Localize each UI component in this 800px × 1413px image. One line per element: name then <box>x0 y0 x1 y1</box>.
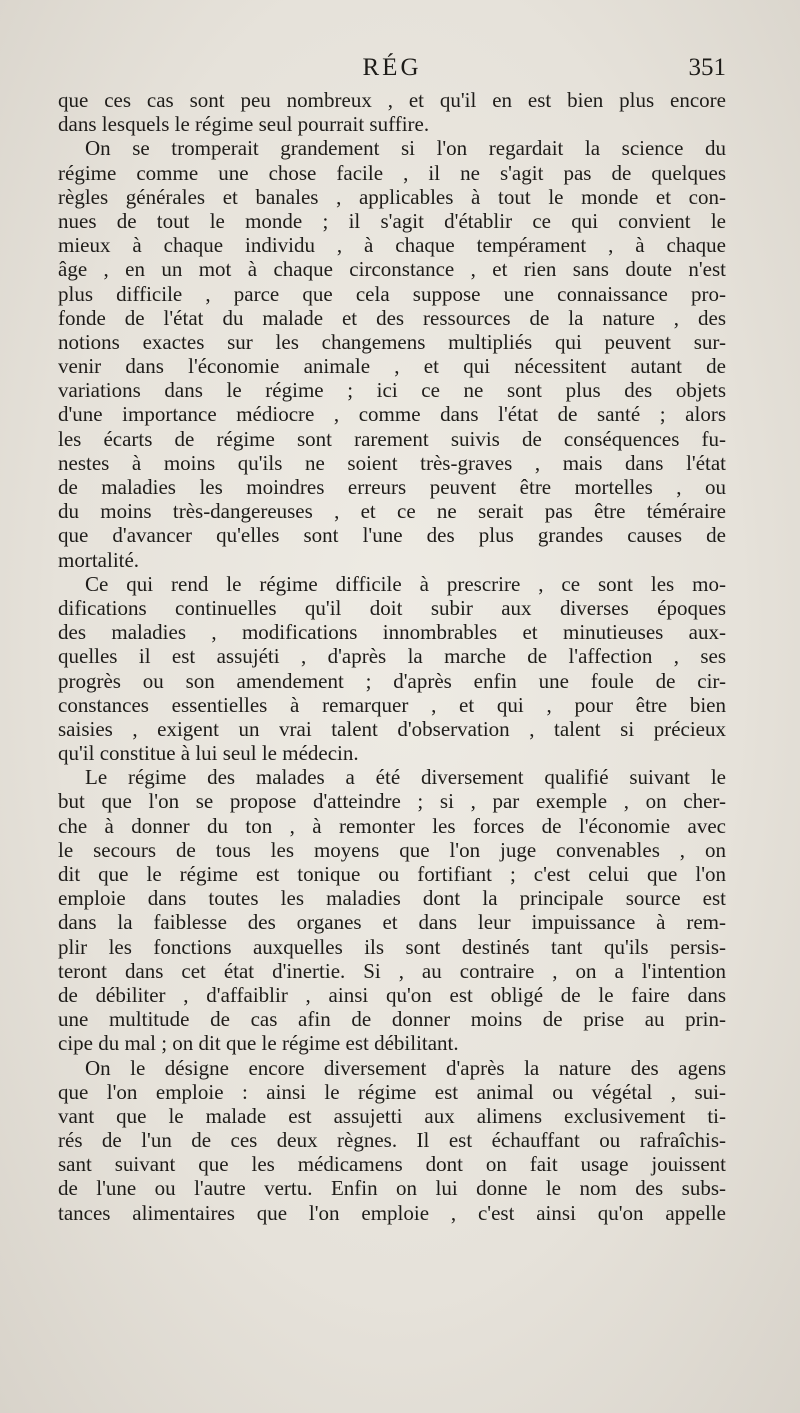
text-line: régime comme une chose facile , il ne s'agit pas de quelques <box>58 160 726 185</box>
text-line: emploie dans toutes les maladies dont la principale source est <box>58 886 726 911</box>
text-line: progrès ou son amendement ; d'après enfin une foule de cir- <box>58 668 726 693</box>
text-line: notions exactes sur les changemens multipliés qui peuvent sur- <box>58 329 726 354</box>
text-line: le secours de tous les moyens que l'on juge convenables , on <box>58 837 726 862</box>
text-line: de maladies les moindres erreurs peuvent être mortelles , ou <box>58 475 726 499</box>
text-line: que d'avancer qu'elles sont l'une des plus grandes causes de <box>58 523 726 548</box>
running-head <box>58 54 726 88</box>
text-line: des maladies , modifications innombrables et minutieuses aux- <box>58 620 726 645</box>
text-line: constances essentielles à remarquer , et qui , pour être bien <box>58 692 726 717</box>
text-line: une multitude de cas afin de donner moins de prise au prin- <box>58 1007 726 1032</box>
text-line: saisies , exigent un vrai talent d'observation , talent si précieux <box>58 716 726 741</box>
text-line: quelles il est assujéti , d'après la marche de l'affection , ses <box>58 644 726 669</box>
text-line: Ce qui rend le régime difficile à prescrire , ce sont les mo- <box>85 571 726 596</box>
page-number: 351 <box>688 54 726 81</box>
text-line: variations dans le régime ; ici ce ne sont plus des objets <box>58 378 726 403</box>
text-line: que ces cas sont peu nombreux , et qu'il en est bien plus encore <box>58 88 726 112</box>
text-line: dans lesquels le régime seul pourrait suffire. <box>58 112 430 137</box>
text-line: sant suivant que les médicamens dont on fait usage jouissent <box>58 1152 726 1177</box>
text-line: d'une importance médiocre , comme dans l'état de santé ; alors <box>58 402 726 427</box>
running-head-title: RÉG <box>362 54 422 81</box>
text-line: fonde de l'état du malade et des ressources de la nature , des <box>58 305 726 330</box>
text-line: qu'il constitue à lui seul le médecin. <box>58 741 359 766</box>
text-line: On se tromperait grandement si l'on regardait la science du <box>85 136 726 161</box>
text-line: de débiliter , d'affaiblir , ainsi qu'on est obligé de le faire dans <box>58 982 726 1007</box>
text-line: âge , en un mot à chaque circonstance , et rien sans doute n'est <box>58 257 726 282</box>
text-line: On le désigne encore diversement d'après la nature des agens <box>85 1055 726 1080</box>
text-line: but que l'on se propose d'atteindre ; si , par exemple , on cher- <box>58 789 726 814</box>
text-line: plir les fonctions auxquelles ils sont destinés tant qu'ils persis- <box>58 934 726 959</box>
text-line: de l'une ou l'autre vertu. Enfin on lui donne le nom des subs- <box>58 1176 726 1201</box>
text-line: che à donner du ton , à remonter les forces de l'économie avec <box>58 813 726 838</box>
text-line: Le régime des malades a été diversement qualifié suivant le <box>85 765 726 790</box>
text-line: cipe du mal ; on dit que le régime est débilitant. <box>58 1031 459 1056</box>
text-line: nues de tout le monde ; il s'agit d'établir ce qui convient le <box>58 208 726 233</box>
text-line: teront dans cet état d'inertie. Si , au contraire , on a l'intention <box>58 958 726 983</box>
text-line: vant que le malade est assujetti aux alimens exclusivement ti- <box>58 1103 726 1128</box>
text-line: tances alimentaires que l'on emploie , c'est ainsi qu'on appelle <box>58 1200 726 1225</box>
text-line: mieux à chaque individu , à chaque tempérament , à chaque <box>58 233 726 258</box>
text-line: du moins très-dangereuses , et ce ne serait pas être téméraire <box>58 499 726 524</box>
body-text <box>58 88 726 1225</box>
text-line: rés de l'un de ces deux règnes. Il est échauffant ou rafraîchis- <box>58 1128 726 1153</box>
text-line: les écarts de régime sont rarement suivis de conséquences fu- <box>58 426 726 451</box>
text-line: dit que le régime est tonique ou fortifiant ; c'est celui que l'on <box>58 862 726 886</box>
text-line: venir dans l'économie animale , et qui nécessitent autant de <box>58 354 726 379</box>
text-line: que l'on emploie : ainsi le régime est animal ou végétal , sui- <box>58 1079 726 1104</box>
text-line: nestes à moins qu'ils ne soient très-graves , mais dans l'état <box>58 450 726 475</box>
text-line: mortalité. <box>58 547 140 572</box>
text-line: dans la faiblesse des organes et dans leur impuissance à rem- <box>58 910 726 935</box>
text-line: difications continuelles qu'il doit subir aux diverses époques <box>58 595 726 620</box>
text-line: règles générales et banales , applicables à tout le monde et con- <box>58 184 726 209</box>
text-line: plus difficile , parce que cela suppose une connaissance pro- <box>58 281 726 306</box>
